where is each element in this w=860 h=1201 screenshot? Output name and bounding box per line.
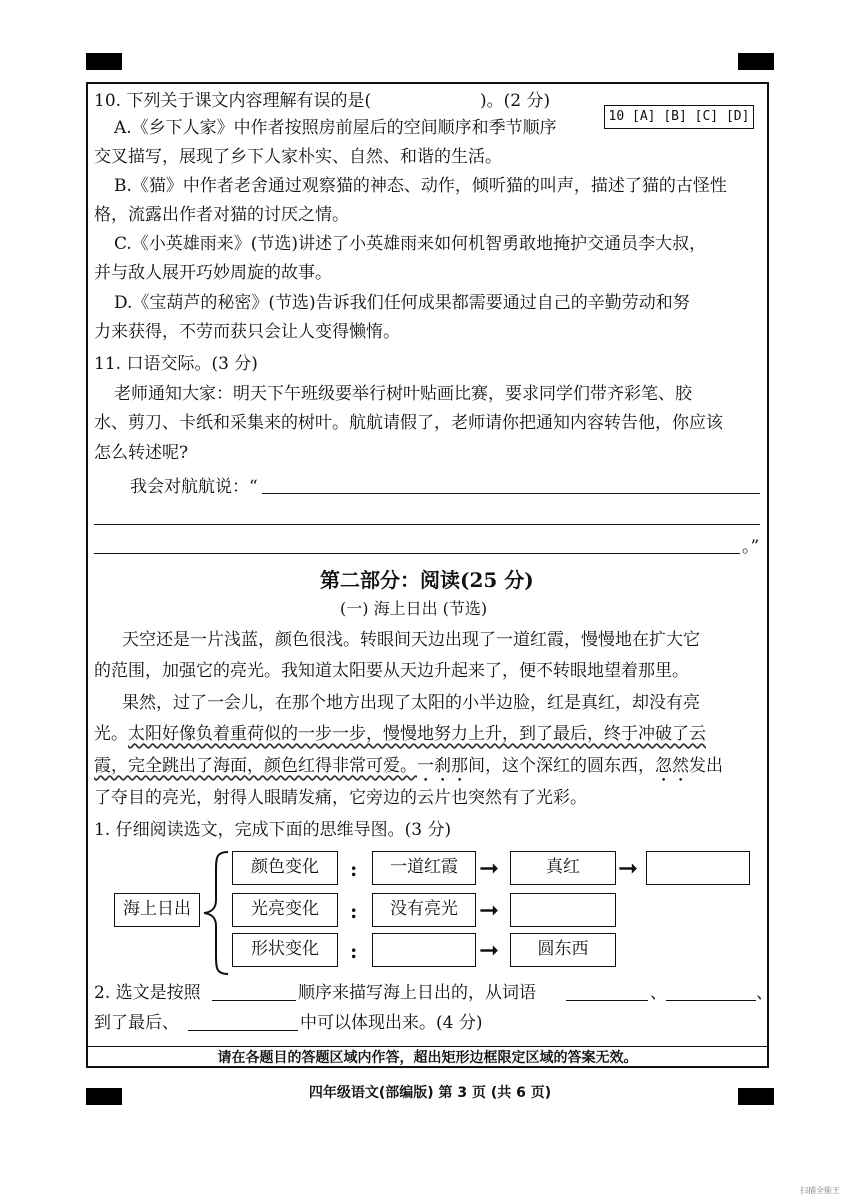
q10-option-d-line1: D.《宝葫芦的秘密》(节选)告诉我们任何成果都需要通过自己的辛勤劳动和努 [114,293,690,313]
q10-option-d-line2: 力来获得，不劳而获只会让人变得懒惰。 [94,322,400,342]
passage-underlined-sentence-part1: 太阳好像负着重荷似的一步一步，慢慢地努力上升，到了最后，终于冲破了云 [128,724,706,744]
q2-sep2: 、 [756,983,773,1003]
mindmap-row2-label: 光亮变化 [232,893,338,927]
q11-answer-line-2[interactable] [94,524,760,525]
mindmap-row1-arrow1: ➞ [479,854,500,882]
q2-sep1: 、 [650,983,667,1003]
mindmap-row1-arrow2: ➞ [618,854,639,882]
passage-line5 [94,755,723,786]
q2-blank-order[interactable] [212,1000,296,1001]
passage-line5-end: 发出 [689,756,723,776]
q11-answer-line-1[interactable] [262,493,760,494]
answer-area-notice: 请在各题目的答题区域内作答，超出矩形边框限定区域的答案无效。 [88,1046,767,1067]
mindmap-row2-blank[interactable] [510,893,616,927]
mindmap-row2-cell1: 没有亮光 [372,893,476,927]
q11-prompt: 我会对航航说：“ [130,477,258,497]
passage-dotted-word-huran: 忽然 [655,756,689,776]
q11-para-line2: 水、剪刀、卡纸和采集来的树叶。航航请假了，老师请你把通知内容转告他，你应该 [94,413,723,433]
registration-mark-top-left [86,53,122,70]
q10-stem: 10. 下列关于课文内容理解有误的是( [94,91,372,111]
q2-text-f: 中可以体现出来。(4 分) [300,1013,483,1033]
scanner-watermark: 扫描全能王 [800,1186,840,1195]
q10-option-a-line2: 交叉描写，展现了乡下人家朴实、自然、和谐的生活。 [94,147,502,167]
mindmap-row3-blank[interactable] [372,933,476,967]
q2-text-e: 到了最后、 [94,1013,179,1033]
passage-line4 [94,723,706,745]
q2-text-a: 2. 选文是按照 [94,983,201,1003]
passage-line4-start: 光。 [94,724,128,744]
q10-answer-bubbles[interactable]: 10 [A] [B] [C] [D] [604,105,754,129]
q11-answer-line-3[interactable] [94,553,740,554]
passage-line2: 的范围，加强它的亮光。我知道太阳要从天边升起来了，便不转眼地望着那里。 [94,661,689,681]
mindmap-row2-colon: : [350,899,358,923]
mindmap-row3-label: 形状变化 [232,933,338,967]
registration-mark-top-right [738,53,774,70]
passage-line1: 天空还是一片浅蓝，颜色很浅。转眼间天边出现了一道红霞，慢慢地在扩大它 [122,630,700,650]
mindmap-root: 海上日出 [114,893,200,927]
mindmap-row1-cell2: 真红 [510,851,616,885]
mindmap-row1-label: 颜色变化 [232,851,338,885]
passage-line3: 果然，过了一会儿，在那个地方出现了太阳的小半边脸，红是真红，却没有亮 [122,693,700,713]
passage-underlined-sentence-part2: 霞，完全跳出了海面，颜色红得非常可爱。 [94,756,417,776]
q1-title: 1. 仔细阅读选文，完成下面的思维导图。(3 分) [94,820,452,840]
passage-dotted-word-yichana: 一刹那 [417,756,468,776]
part2-title: 第二部分：阅读(25 分) [320,568,534,592]
passage-line6: 了夺目的亮光，射得人眼睛发痛，它旁边的云片也突然有了光彩。 [94,788,587,808]
mindmap-row3-cell2: 圆东西 [510,933,616,967]
passage-title: (一) 海上日出 (节选) [340,599,488,618]
q10-option-b-line1: B.《猫》中作者老舍通过观察猫的神态、动作，倾听猫的叫声，描述了猫的古怪性 [114,176,727,196]
q2-blank-word3[interactable] [188,1030,298,1031]
mindmap-row3-arrow: ➞ [479,936,500,964]
q10-stem-end: )。(2 分) [480,91,551,111]
passage-line5-middle: 间，这个深红的圆东西， [468,756,655,776]
q2-text-b: 顺序来描写海上日出的，从词语 [298,983,536,1003]
q2-blank-word2[interactable] [666,1000,756,1001]
page-footer: 四年级语文(部编版) 第 3 页 (共 6 页) [308,1085,552,1101]
q10-option-c-line2: 并与敌人展开巧妙周旋的故事。 [94,263,332,283]
q10-option-b-line2: 格，流露出作者对猫的讨厌之情。 [94,205,349,225]
q10-option-c-line1: C.《小英雄雨来》(节选)讲述了小英雄雨来如何机智勇敢地掩护交通员李大叔， [114,234,707,254]
q2-blank-word1[interactable] [566,1000,648,1001]
q11-para-line1: 老师通知大家：明天下午班级要举行树叶贴画比赛，要求同学们带齐彩笔、胶 [114,384,692,404]
mindmap-row1-blank[interactable] [646,851,750,885]
q11-para-line3: 怎么转述呢? [94,443,189,463]
mindmap-row1-colon: : [350,857,358,881]
q11-title: 11. 口语交际。(3 分) [94,354,258,374]
q11-end-quote: 。” [742,537,760,557]
mindmap-row2-arrow: ➞ [479,896,500,924]
mindmap-brace [200,848,232,978]
mindmap-row3-colon: : [350,939,358,963]
q10-option-a-line1: A.《乡下人家》中作者按照房前屋后的空间顺序和季节顺序 [114,118,557,138]
mindmap-row1-cell1: 一道红霞 [372,851,476,885]
